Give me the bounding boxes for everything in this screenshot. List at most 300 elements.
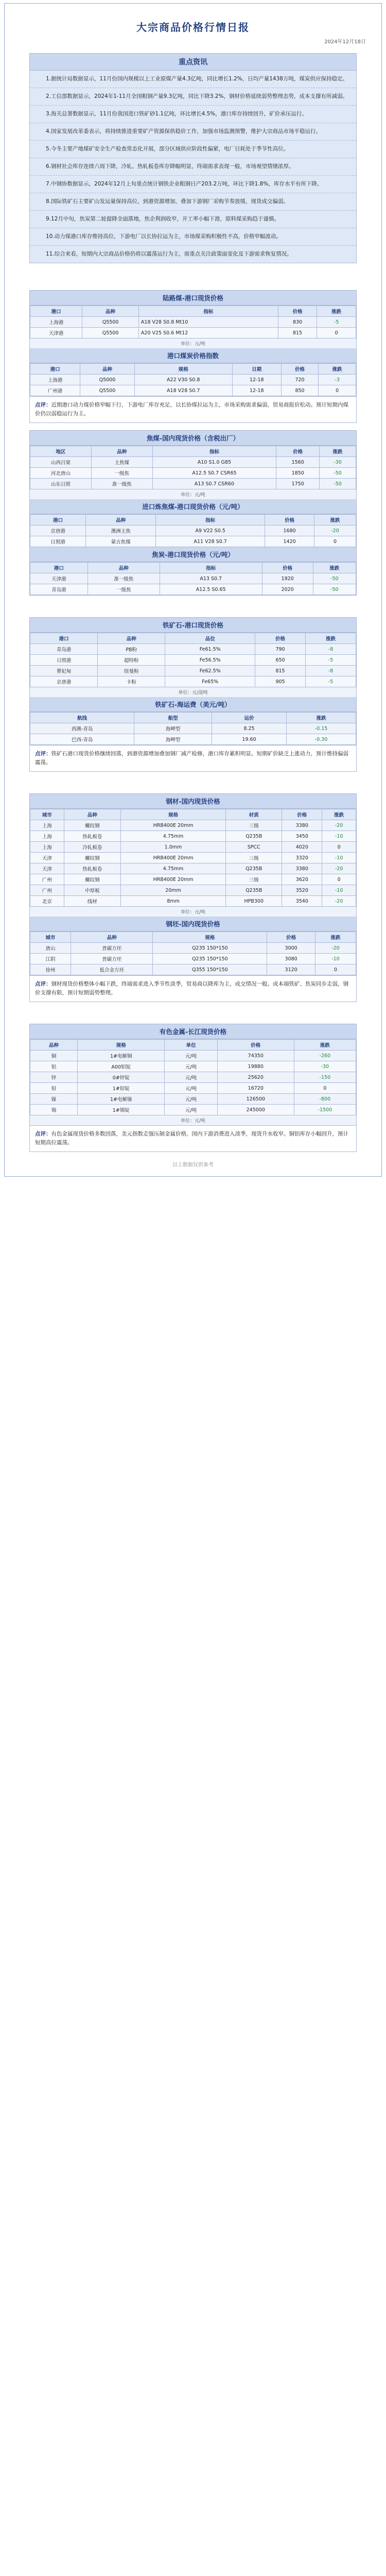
- table-cell: -20: [322, 896, 356, 907]
- col-header: 价格: [267, 932, 315, 943]
- table-cell: 低合金方坯: [71, 964, 153, 975]
- table-cell: 720: [281, 375, 319, 385]
- news-item: 1.据统计局数据显示，11月份国内规模以上工业原煤产量4.3亿吨，同比增长1.2%，日均产量1438万吨，煤炭供应保持稳定。: [30, 71, 356, 88]
- table-cell: 点评：: [35, 1131, 51, 1137]
- table-cell: 点评：: [35, 981, 51, 987]
- table-cell: 准一级焦: [91, 479, 152, 489]
- col-header: 港口: [30, 563, 88, 573]
- news-item: 5.今冬主要产地煤矿安全生产检查常态化开展，部分区域供应阶段性偏紧，电厂日耗处于季节性高位。: [30, 141, 356, 158]
- table-row: [30, 385, 356, 396]
- table-cell: 1680: [265, 526, 314, 536]
- table-cell: A9 V22 S0.5: [156, 526, 265, 536]
- table-cell: 0: [315, 964, 356, 975]
- table-cell: 19880: [217, 1061, 294, 1072]
- steel-section: [29, 793, 357, 1002]
- table-cell: -10: [322, 853, 356, 863]
- col-header: 指标: [156, 515, 265, 526]
- table-cell: 0: [314, 536, 356, 547]
- ore-comment: [30, 745, 356, 771]
- table-cell: 0: [322, 874, 356, 885]
- unit-note: 单位：元/湿吨: [178, 690, 208, 696]
- table-cell: 元/吨: [165, 1072, 218, 1083]
- news-item: 11.综合来看，短期内大宗商品价格仍将以震荡运行为主，需重点关注政策面变化及下游需求恢复情况。: [46, 251, 292, 257]
- coal-index-title: 港口煤炭价格指数: [30, 348, 356, 363]
- table-cell: -5: [306, 676, 356, 687]
- table-cell: 螺纹钢: [64, 820, 120, 831]
- table-cell: 16720: [217, 1083, 294, 1094]
- table-cell: -260: [294, 1050, 356, 1061]
- page-title: 大宗商品价格行情日报: [136, 21, 250, 33]
- table-row: [30, 526, 356, 536]
- table-row: [30, 375, 356, 385]
- unit-note: 单位：元/吨: [180, 1118, 206, 1124]
- table-cell: HPB300: [226, 896, 282, 907]
- table-cell: 3540: [282, 896, 322, 907]
- col-header: 港口: [30, 633, 98, 644]
- col-header: 港口: [30, 515, 86, 526]
- col-header: 品种: [82, 306, 139, 317]
- table-cell: -3: [319, 375, 356, 385]
- table-cell: 主焦煤: [91, 457, 152, 468]
- table-cell: 巴西-青岛: [30, 734, 134, 745]
- table-cell: 1#电解镍: [78, 1094, 165, 1105]
- table-cell: 1.0mm: [121, 842, 226, 853]
- table-cell: 广州: [30, 885, 64, 896]
- table-cell: 2020: [262, 584, 313, 595]
- table-row: [30, 874, 356, 885]
- table-cell: -10: [322, 885, 356, 896]
- col-header: 品种: [64, 809, 120, 820]
- col-header: 涨跌: [319, 364, 356, 375]
- nonferrous-comment: [30, 1125, 356, 1151]
- table-cell: 20mm: [121, 885, 226, 896]
- col-header: 价格: [265, 515, 314, 526]
- table-cell: A18 V28 S0.8 Mt10: [138, 317, 278, 328]
- table-cell: 中厚板: [64, 885, 120, 896]
- table-cell: 广州: [30, 874, 64, 885]
- table-cell: 蒙古焦煤: [86, 536, 156, 547]
- coke-section: [29, 430, 357, 596]
- table-cell: 青岛港: [30, 584, 88, 595]
- table-cell: -5: [306, 655, 356, 666]
- news-item: 9.12月中旬，焦炭第二轮提降全面落地，焦企利润收窄，开工率小幅下滑，原料煤采购趋于谨慎。: [30, 211, 356, 228]
- news-item: 8.国际铁矿石主要矿山发运量保持高位，到港资源增加，叠加下游钢厂采购节奏放缓，现货成交偏弱。: [30, 193, 356, 211]
- table-cell: Q5500: [82, 328, 139, 338]
- table-cell: 1#铅锭: [78, 1083, 165, 1094]
- table-cell: -8: [306, 644, 356, 655]
- table-cell: 线材: [64, 896, 120, 907]
- table-row: [30, 1061, 356, 1072]
- table-cell: A10 S1.0 G85: [152, 457, 276, 468]
- col-header: 价格: [255, 633, 306, 644]
- news-item: 10.动力煤港口库存维持高位，下游电厂以长协拉运为主，市场煤采购积极性不高，价格窄幅波动。: [30, 228, 356, 246]
- table-cell: 0: [322, 842, 356, 853]
- col-header: 港口: [30, 364, 80, 375]
- table-cell: 京唐港: [30, 526, 86, 536]
- table-row: [30, 954, 356, 964]
- table-cell: 1920: [262, 573, 313, 584]
- col-header: 品种: [87, 563, 160, 573]
- table-cell: -30: [320, 457, 356, 468]
- table-cell: 上海港: [30, 317, 82, 328]
- table-cell: 1#电解铜: [78, 1050, 165, 1061]
- table-cell: 广州港: [30, 385, 80, 396]
- col-header: 价格: [262, 563, 313, 573]
- table-cell: 准一级焦: [87, 573, 160, 584]
- table-cell: 日照港: [30, 536, 86, 547]
- table-cell: 650: [255, 655, 306, 666]
- table-cell: HRB400E 20mm: [121, 853, 226, 863]
- col-header: 运价: [212, 713, 286, 723]
- table-row: [30, 1105, 356, 1115]
- table-cell: 一级焦: [87, 584, 160, 595]
- table-cell: SPCC: [226, 842, 282, 853]
- table-cell: 徐州: [30, 964, 71, 975]
- col-header: 涨跌: [313, 563, 356, 573]
- table-row: [30, 734, 356, 745]
- news-item: 7.中钢协数据显示，2024年12月上旬重点统计钢铁企业粗钢日产203.2万吨，环比下降1.8%，库存水平有所下降。: [30, 176, 356, 193]
- table-cell: 74350: [217, 1050, 294, 1061]
- table-row: [30, 573, 356, 584]
- table-cell: 4020: [282, 842, 322, 853]
- table-row: [30, 584, 356, 595]
- table-cell: -20: [315, 943, 356, 954]
- table-row: [30, 666, 356, 676]
- table-cell: 超特粉: [98, 655, 165, 666]
- table-cell: 12-18: [232, 375, 281, 385]
- table-cell: 山东日照: [30, 479, 92, 489]
- table-cell: 有色金属现货价格多数回落，美元指数走强压制金属价格，国内下游消费进入淡季，现货升水收窄。铜铝库存小幅回升，预计短期高位震荡。: [35, 1131, 348, 1146]
- table-cell: 普碳方坯: [71, 954, 153, 964]
- table-cell: 山西吕梁: [30, 457, 92, 468]
- table-row: [30, 1050, 356, 1061]
- table-row: [30, 644, 356, 655]
- bulletin-frame: [4, 3, 382, 1177]
- coke-port-title: 焦炭-港口现货价格（元/吨）: [30, 547, 356, 562]
- table-cell: 点评：: [35, 402, 51, 408]
- table-cell: 纽曼粉: [98, 666, 165, 676]
- table-cell: 卡粉: [98, 676, 165, 687]
- table-cell: 铅: [30, 1083, 78, 1094]
- table-cell: 1750: [276, 479, 320, 489]
- col-header: 规格: [153, 932, 267, 943]
- header: [5, 4, 381, 48]
- table-cell: Fe56.5%: [165, 655, 255, 666]
- table-row: [30, 655, 356, 666]
- table-cell: -1500: [294, 1105, 356, 1115]
- table-cell: Q355 150*150: [153, 964, 267, 975]
- table-cell: 元/吨: [165, 1061, 218, 1072]
- table-cell: 镍: [30, 1094, 78, 1105]
- table-cell: PB粉: [98, 644, 165, 655]
- table-cell: Q5500: [80, 385, 134, 396]
- table-cell: -150: [294, 1072, 356, 1083]
- table-cell: 0: [294, 1083, 356, 1094]
- table-cell: 上海: [30, 820, 64, 831]
- col-header: 涨跌: [320, 446, 356, 457]
- table-cell: 三级: [226, 853, 282, 863]
- table-cell: 830: [278, 317, 317, 328]
- table-cell: 4.75mm: [121, 863, 226, 874]
- table-cell: 热轧板卷: [64, 863, 120, 874]
- col-header: 品种: [71, 932, 153, 943]
- table-cell: A13 S0.7: [160, 573, 262, 584]
- table-cell: 一级焦: [91, 468, 152, 479]
- col-header: 单位: [165, 1040, 218, 1050]
- table-row: [30, 943, 356, 954]
- table-cell: 元/吨: [165, 1050, 218, 1061]
- table-row: [30, 536, 356, 547]
- billet-table: [30, 931, 356, 975]
- table-cell: 铝: [30, 1061, 78, 1072]
- table-cell: 8.25: [212, 723, 286, 734]
- table-cell: 天津: [30, 853, 64, 863]
- table-cell: Q5500: [82, 317, 139, 328]
- table-cell: Q235B: [226, 863, 282, 874]
- table-cell: 京唐港: [30, 676, 98, 687]
- table-cell: 铁矿石港口现货价格继续回落，到港资源增加叠加钢厂减产检修，港口库存累积明显。短期矿价缺乏上涨动力，预计维持偏弱震荡。: [35, 751, 348, 766]
- table-cell: 海岬型: [134, 734, 212, 745]
- table-cell: 126500: [217, 1094, 294, 1105]
- table-cell: A11 V28 S0.7: [156, 536, 265, 547]
- table-row: [30, 853, 356, 863]
- news-item: 3.海关总署数据显示，11月份我国进口铁矿砂1.1亿吨，环比增长4.5%，港口库存持续回升，矿价承压运行。: [30, 106, 356, 123]
- col-header: 涨跌: [306, 633, 356, 644]
- coal-index-table: [30, 363, 356, 396]
- table-row: [30, 863, 356, 874]
- table-cell: -50: [320, 479, 356, 489]
- table-cell: 元/吨: [165, 1094, 218, 1105]
- table-cell: 1#锡锭: [78, 1105, 165, 1115]
- table-cell: -20: [322, 820, 356, 831]
- table-cell: 西澳-青岛: [30, 723, 134, 734]
- table-cell: 905: [255, 676, 306, 687]
- col-header: 材质: [226, 809, 282, 820]
- table-cell: 3620: [282, 874, 322, 885]
- billet-title: 钢坯-国内现货价格: [30, 917, 356, 931]
- table-cell: -50: [313, 573, 356, 584]
- table-cell: Fe61.5%: [165, 644, 255, 655]
- table-cell: 近期港口动力煤价格窄幅下行，下游电厂库存充足，以长协煤拉运为主，市场采购需求偏弱，贸易商报价松动。预计短期内煤价仍以弱稳运行为主。: [35, 402, 348, 417]
- col-header: 城市: [30, 809, 64, 820]
- table-cell: -50: [313, 584, 356, 595]
- table-cell: -30: [294, 1061, 356, 1072]
- coal-section: [29, 290, 357, 423]
- report-date: 2024年12月18日: [324, 39, 366, 45]
- table-row: [30, 831, 356, 842]
- table-cell: 12-18: [232, 385, 281, 396]
- nonferrous-section: [29, 1024, 357, 1152]
- table-cell: 曹妃甸: [30, 666, 98, 676]
- table-cell: 850: [281, 385, 319, 396]
- ore-title: 铁矿石-港口现货价格: [30, 618, 356, 633]
- footer-note: 以上数据仅供参考: [172, 1162, 214, 1168]
- table-cell: A18 V28 S0.7: [134, 385, 232, 396]
- table-cell: -8: [306, 666, 356, 676]
- col-header: 品种: [91, 446, 152, 457]
- col-header: 指标: [152, 446, 276, 457]
- news-item: 6.钢材社会库存连续六周下降，冷轧、热轧板卷库存降幅明显，终端需求表现一般，市场观望情绪浓厚。: [30, 158, 356, 176]
- table-cell: 锌: [30, 1072, 78, 1083]
- steel-table: [30, 809, 356, 907]
- table-row: [30, 1094, 356, 1105]
- col-header: 指标: [138, 306, 278, 317]
- table-row: [30, 317, 356, 328]
- nonferrous-table: [30, 1039, 356, 1115]
- col-header: 涨跌: [317, 306, 356, 317]
- coal-comment: [30, 396, 356, 422]
- col-header: 品种: [98, 633, 165, 644]
- table-row: [30, 1083, 356, 1094]
- table-cell: 245000: [217, 1105, 294, 1115]
- table-cell: 815: [255, 666, 306, 676]
- table-cell: -0.15: [287, 723, 356, 734]
- unit-note: 单位：元/吨: [180, 493, 206, 498]
- steel-comment: [30, 975, 356, 1002]
- table-cell: 1420: [265, 536, 314, 547]
- table-cell: 热轧板卷: [64, 831, 120, 842]
- table-cell: 江阴: [30, 954, 71, 964]
- table-row: [30, 457, 356, 468]
- col-header: 船型: [134, 713, 212, 723]
- table-row: [30, 885, 356, 896]
- table-cell: 25620: [217, 1072, 294, 1083]
- table-row: [30, 723, 356, 734]
- table-cell: Q5000: [80, 375, 134, 385]
- coal-table: [30, 306, 356, 338]
- col-header: 涨跌: [287, 713, 356, 723]
- table-cell: 铜: [30, 1050, 78, 1061]
- table-row: [30, 328, 356, 338]
- col-header: 品种: [80, 364, 134, 375]
- news-block: [29, 53, 357, 263]
- table-cell: 3380: [282, 863, 322, 874]
- coking-coal-import-table: [30, 514, 356, 547]
- col-header: 涨跌: [314, 515, 356, 526]
- col-header: 规格: [121, 809, 226, 820]
- nonferrous-title: 有色金属-长江现货价格: [30, 1024, 356, 1039]
- col-header: 价格: [276, 446, 320, 457]
- table-cell: 元/吨: [165, 1083, 218, 1094]
- table-cell: 3320: [282, 853, 322, 863]
- table-cell: -0.30: [287, 734, 356, 745]
- table-cell: -5: [317, 317, 356, 328]
- table-row: [30, 820, 356, 831]
- table-cell: 1850: [276, 468, 320, 479]
- unit-note: 单位：元/吨: [180, 342, 206, 347]
- table-cell: 1560: [276, 457, 320, 468]
- col-header: 价格: [217, 1040, 294, 1050]
- table-row: [30, 964, 356, 975]
- table-cell: A22 V30 S0.8: [134, 375, 232, 385]
- table-cell: 0: [317, 328, 356, 338]
- news-title: 重点资讯: [30, 54, 356, 71]
- col-header: 航线: [30, 713, 134, 723]
- table-cell: 元/吨: [165, 1105, 218, 1115]
- table-cell: 天津港: [30, 573, 88, 584]
- col-header: 涨跌: [315, 932, 356, 943]
- col-header: 指标: [160, 563, 262, 573]
- news-item: 4.国家发展改革委表示，将持续推进重要矿产资源保供稳价工作，加强市场监测预警，维护大宗商品市场平稳运行。: [30, 123, 356, 141]
- table-cell: -20: [314, 526, 356, 536]
- table-cell: 上海: [30, 831, 64, 842]
- col-header: 价格: [282, 809, 322, 820]
- table-row: [30, 468, 356, 479]
- table-cell: 三级: [226, 820, 282, 831]
- table-cell: 4.75mm: [121, 831, 226, 842]
- table-row: [30, 479, 356, 489]
- coke-title: 焦煤-国内现货价格（含税出厂）: [30, 431, 356, 446]
- table-cell: 790: [255, 644, 306, 655]
- table-cell: Q235B: [226, 831, 282, 842]
- col-header: 地区: [30, 446, 92, 457]
- table-cell: 19.60: [212, 734, 286, 745]
- freight-title: 铁矿石-海运费（美元/吨）: [30, 697, 356, 712]
- table-cell: A00铝锭: [78, 1061, 165, 1072]
- coke-port-table: [30, 562, 356, 595]
- table-cell: HRB400E 20mm: [121, 820, 226, 831]
- col-header: 价格: [278, 306, 317, 317]
- ore-section: [29, 617, 357, 772]
- table-cell: 上海港: [30, 375, 80, 385]
- col-header: 品位: [165, 633, 255, 644]
- steel-title: 钢材-国内现货价格: [30, 794, 356, 809]
- table-cell: 0#锌锭: [78, 1072, 165, 1083]
- table-cell: A13 S0.7 CSR60: [152, 479, 276, 489]
- table-cell: 河北唐山: [30, 468, 92, 479]
- table-row: [30, 1072, 356, 1083]
- table-cell: 海岬型: [134, 723, 212, 734]
- table-cell: -10: [322, 831, 356, 842]
- table-cell: Q235 150*150: [153, 943, 267, 954]
- col-header: 涨跌: [294, 1040, 356, 1050]
- table-cell: 锡: [30, 1105, 78, 1115]
- table-cell: 3120: [267, 964, 315, 975]
- col-header: 品种: [30, 1040, 78, 1050]
- table-cell: 8mm: [121, 896, 226, 907]
- table-cell: 3450: [282, 831, 322, 842]
- table-cell: 815: [278, 328, 317, 338]
- table-cell: 澳洲主焦: [86, 526, 156, 536]
- table-cell: -10: [315, 954, 356, 964]
- table-cell: 点评：: [35, 751, 51, 757]
- col-header: 价格: [281, 364, 319, 375]
- col-header: 规格: [134, 364, 232, 375]
- table-cell: 螺纹钢: [64, 874, 120, 885]
- col-header: 品种: [86, 515, 156, 526]
- table-cell: 螺纹钢: [64, 853, 120, 863]
- table-cell: 天津: [30, 863, 64, 874]
- table-row: [30, 896, 356, 907]
- table-cell: -800: [294, 1094, 356, 1105]
- table-cell: HRB400E 20mm: [121, 874, 226, 885]
- coking-coal-import-title: 进口炼焦煤-港口现货价格（元/吨）: [30, 499, 356, 514]
- table-cell: 3380: [282, 820, 322, 831]
- table-cell: 北京: [30, 896, 64, 907]
- table-cell: 唐山: [30, 943, 71, 954]
- coal-title: 陆路煤-港口现货价格: [30, 291, 356, 306]
- col-header: 涨跌: [322, 809, 356, 820]
- table-cell: 3080: [267, 954, 315, 964]
- table-cell: A12.5 S0.65: [160, 584, 262, 595]
- table-cell: 3000: [267, 943, 315, 954]
- table-cell: 0: [319, 385, 356, 396]
- table-cell: 天津港: [30, 328, 82, 338]
- table-cell: 日照港: [30, 655, 98, 666]
- coke-table: [30, 446, 356, 489]
- col-header: 城市: [30, 932, 71, 943]
- table-cell: 三级: [226, 874, 282, 885]
